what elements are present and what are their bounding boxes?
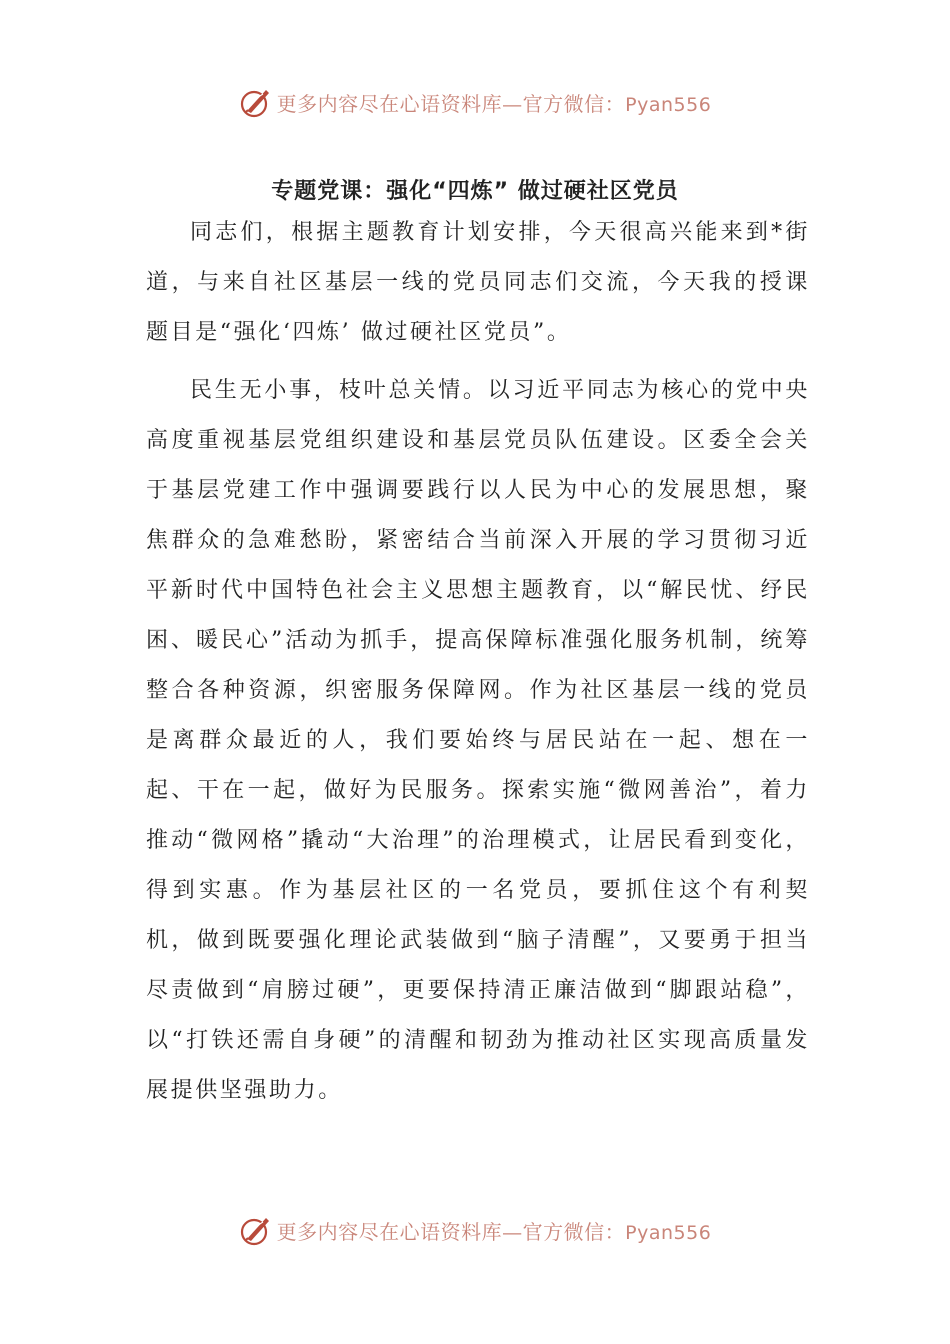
- header-banner: [0, 82, 950, 122]
- banner-text: 更多内容尽在心语资料库—官方微信：Pyan556: [276, 91, 712, 116]
- quill-logo-icon: [239, 1213, 273, 1247]
- document-body: [146, 208, 810, 1116]
- paragraph-main: 民生无小事，枝叶总关情。以习近平同志为核心的党中央高度重视基层党组织建设和基层党员队伍建设。区委全会关于基层党建工作中强调要践行以人民为中心的发展思想，聚焦群众的急难愁盼，紧密结合当前深入开展的学习贯彻习近平新时代中国特色社会主义思想主题教育，以“解民忧、纾民困、暖民心”活动为抓手，提高保障标准强化服务机制，统筹整合各种资源，织密服务保障网。作为社区基层一线的党员是离群众最近的人，我们要始终与居民站在一起、想在一起、干在一起，做好为民服务。探索实施“微网善治”，着力推动“微网格”撬动“大治理”的治理模式，让居民看到变化，得到实惠。作为基层社区的一名党员，要抓住这个有利契机，做到既要强化理论武装做到“脑子清醒”，又要勇于担当尽责做到“肩膀过硬”，更要保持清正廉洁做到“脚跟站稳”，以“打铁还需自身硬”的清醒和韧劲为推动社区实现高质量发展提供坚强助力。: [146, 378, 810, 1103]
- paragraph-intro: 同志们，根据主题教育计划安排，今天很高兴能来到*街道，与来自社区基层一线的党员同志们交流，今天我的授课题目是“强化‘四炼’ 做过硬社区党员”。: [146, 220, 810, 345]
- document-title: 专题党课：强化“四炼” 做过硬社区党员: [271, 179, 679, 204]
- quill-logo-icon: [239, 85, 273, 119]
- banner-text: 更多内容尽在心语资料库—官方微信：Pyan556: [276, 1219, 712, 1244]
- banner-handle: Pyan556: [625, 1221, 712, 1244]
- footer-banner: [0, 1210, 950, 1250]
- banner-handle: Pyan556: [625, 93, 712, 116]
